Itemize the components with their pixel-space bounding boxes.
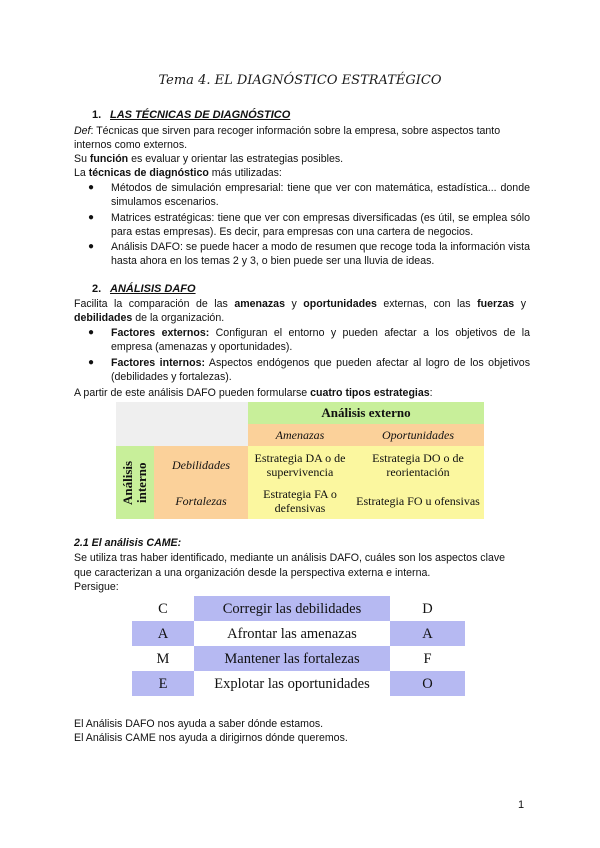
def-label: Def: [74, 125, 91, 137]
bullet-dot-icon: ●: [88, 182, 95, 193]
bullet-dot-icon: ●: [88, 357, 95, 368]
strategy-fo: Estrategia FO u ofensivas: [352, 483, 484, 519]
section-2-heading: [92, 282, 196, 296]
page-number: 1: [518, 799, 525, 811]
p1e: externas, con las: [376, 298, 478, 310]
dafo-table: [116, 402, 484, 519]
factor-external-text: [111, 326, 530, 354]
b1-label: Factores externos:: [111, 327, 210, 339]
function-line: [74, 152, 534, 166]
came-row-c: [132, 596, 465, 621]
strategy-da: Estrategia DA o de supervivencia: [248, 446, 352, 483]
page-title: Tema 4. EL DIAGNÓSTICO ESTRATÉGICO: [158, 73, 442, 88]
p2c: :: [429, 387, 433, 399]
p1h: debilidades: [74, 312, 133, 324]
func-pre: Su: [74, 153, 90, 165]
section-2-1-heading: 2.1 El análisis CAME:: [74, 537, 182, 549]
closing-line-1: El Análisis DAFO nos ayuda a saber dónde estamos.: [74, 718, 324, 730]
b2-label: Factores internos:: [111, 357, 205, 369]
def-text-1: : Técnicas que sirven para recoger información sobre la empresa, sobre aspectos tanto: [90, 125, 501, 137]
strategy-do: Estrategia DO o de reorientación: [352, 446, 484, 483]
came-row-m: [132, 646, 465, 671]
col-amenazas: Amenazas: [248, 424, 352, 446]
came-table: [132, 596, 465, 696]
bullet-item-3: [80, 240, 530, 268]
came-target: O: [422, 675, 433, 692]
came-intro-3: Persigue:: [74, 581, 119, 593]
bullet-item-2: [80, 211, 530, 239]
internal-analysis-header: [116, 446, 154, 519]
dafo-corner-2: [154, 402, 248, 446]
came-letter: A: [157, 625, 169, 642]
section-2-title: ANÁLISIS DAFO: [110, 283, 196, 295]
p1i: de la organización.: [132, 312, 225, 324]
factor-internal: [80, 356, 530, 384]
row-debilidades: Debilidades: [154, 446, 248, 483]
came-letter: E: [158, 675, 168, 692]
came-action: Corregir las debilidades: [194, 596, 390, 621]
func-post: es evaluar y orientar las estrategias posibles.: [128, 153, 344, 165]
section-1-heading: [92, 108, 290, 122]
p1b: amenazas: [234, 298, 285, 310]
col-oportunidades: Oportunidades: [352, 424, 484, 446]
b2-text: Aspectos endógenos que pueden afectar al logro de los objetivos (debilidades y fortalezas).: [111, 357, 530, 383]
tec-post: más utilizadas:: [208, 167, 282, 179]
factor-external: [80, 326, 530, 354]
bullet-dot-icon: ●: [88, 327, 95, 338]
bullet-text-2: Matrices estratégicas: tiene que ver con empresas diversificadas (es útil, se emplea sólo para estas empresas). Es decir, para empresas con una cartera de negocios.: [111, 212, 530, 238]
came-action: Afrontar las amenazas: [194, 621, 390, 646]
strategies-intro: [74, 386, 534, 400]
bullet-text-1: Métodos de simulación empresarial: tiene que ver con matemática, estadística... donde simulamos escenarios.: [111, 182, 530, 208]
section-2-number: 2.: [92, 283, 102, 295]
techniques-line: [74, 166, 534, 180]
func-bold: función: [89, 153, 129, 165]
p1a: Facilita la comparación de las: [74, 298, 235, 310]
row-fortalezas: Fortalezas: [154, 483, 248, 519]
came-letter: C: [158, 600, 168, 617]
bullet-item-1: [80, 181, 530, 209]
internal-analysis-label: Análisis interno: [120, 460, 149, 505]
came-row-a: [132, 621, 465, 646]
came-intro-1: Se utiliza tras haber identificado, mediante un análisis DAFO, cuáles son los aspectos clave: [74, 552, 506, 564]
tec-bold: técnicas de diagnóstico: [88, 167, 209, 179]
bullet-dot-icon: ●: [88, 212, 95, 223]
factor-internal-text: [111, 356, 530, 384]
came-action: Mantener las fortalezas: [194, 646, 390, 671]
definition-line-2: internos como externos.: [74, 139, 188, 151]
p2a: A partir de este análisis DAFO pueden formularse: [74, 387, 311, 399]
strategy-fa: Estrategia FA o defensivas: [248, 483, 352, 519]
came-letter: M: [156, 650, 170, 667]
external-analysis-header: Análisis externo: [248, 402, 484, 424]
p2b: cuatro tipos estrategias: [310, 387, 430, 399]
came-target: F: [423, 650, 432, 667]
definition-line: [74, 124, 534, 138]
tec-pre: La: [74, 167, 89, 179]
dafo-intro-line-1: [74, 297, 526, 311]
closing-line-2: El Análisis CAME nos ayuda a dirigirnos dónde queremos.: [74, 732, 348, 744]
came-action: Explotar las oportunidades: [194, 671, 390, 696]
p1g: y: [514, 298, 526, 310]
p1f: fuerzas: [477, 298, 515, 310]
p1c: y: [284, 298, 304, 310]
came-row-e: [132, 671, 465, 696]
came-target: A: [422, 625, 433, 642]
p1d: oportunidades: [303, 298, 377, 310]
bullet-text-3: Análisis DAFO: se puede hacer a modo de resumen que recoge toda la información vista hasta ahora en los temas 2 y 3, o bien puede ser una lluvia de ideas.: [111, 241, 530, 267]
section-1-title: LAS TÉCNICAS DE DIAGNÓSTICO: [110, 109, 291, 121]
dafo-intro-line-2: [74, 311, 534, 325]
dafo-corner-1: [116, 402, 154, 446]
came-target: D: [422, 600, 433, 617]
bullet-dot-icon: ●: [88, 241, 95, 252]
b1-text: Configuran el entorno y pueden afectar a los objetivos de la empresa (amenazas y oportunidades).: [111, 327, 530, 353]
came-intro-2: que caracterizan a una organización desde la perspectiva externa e interna.: [74, 567, 431, 579]
section-1-number: 1.: [92, 109, 102, 121]
